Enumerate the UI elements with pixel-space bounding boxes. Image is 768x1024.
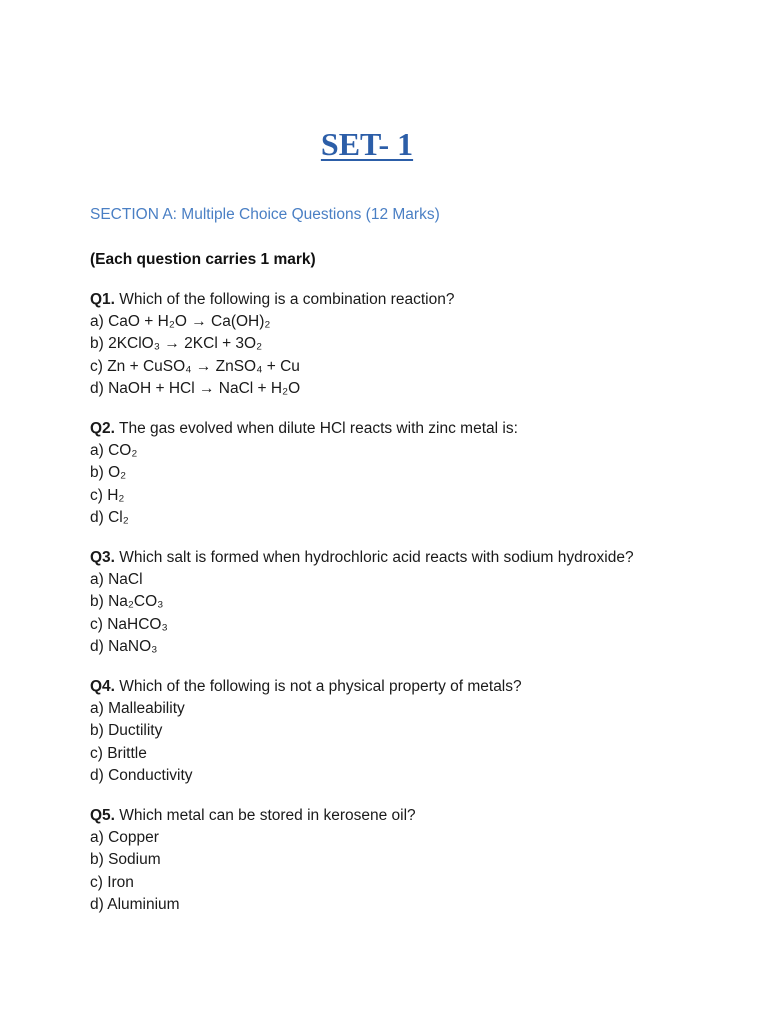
question-text: Which of the following is not a physical property of metals? [114,678,522,696]
question-stem [90,418,730,440]
section-heading: SECTION A: Multiple Choice Questions (12 Marks) [90,206,440,223]
option-d: d) NaOH + HCl → NaCl + H₂O [90,379,301,397]
option-b: b) Na₂CO₃ [90,593,164,611]
option-d: d) Aluminium [90,895,180,913]
marks-instruction: (Each question carries 1 mark) [90,251,316,268]
question-stem [90,547,730,569]
question-stem [90,289,730,311]
option-b: b) Ductility [90,722,163,740]
question-text: Which salt is formed when hydrochloric acid reacts with sodium hydroxide? [114,549,634,567]
question-text: Which of the following is a combination reaction? [114,291,455,308]
option-a: a) NaCl [90,571,143,589]
question-stem [90,805,730,827]
page-title: SET- 1 [320,126,414,162]
question-3 [90,547,730,658]
question-number: Q4. [90,678,115,696]
option-c: c) NaHCO₃ [90,615,168,633]
option-c: c) H₂ [90,486,125,504]
option-d: d) Conductivity [90,766,193,784]
option-b: b) O₂ [90,464,127,482]
option-b: b) 2KClO₃ → 2KCl + 3O₂ [90,335,263,353]
option-c: c) Zn + CuSO₄ → ZnSO₄ + Cu [90,357,300,375]
question-2 [90,418,730,529]
question-text: The gas evolved when dilute HCl reacts with zinc metal is: [114,420,518,438]
option-d: d) NaNO₃ [90,637,158,655]
question-number: Q3. [90,549,115,567]
question-text: Which metal can be stored in kerosene oil? [114,807,416,825]
question-number: Q5. [90,807,115,825]
option-b: b) Sodium [90,851,161,869]
question-stem [90,676,730,698]
option-a: a) CO₂ [90,442,138,460]
option-d: d) Cl₂ [90,508,129,526]
question-number: Q2. [90,420,115,438]
option-a: a) CaO + H₂O → Ca(OH)₂ [90,313,271,331]
option-a: a) Copper [90,829,159,847]
question-number: Q1. [90,291,115,308]
question-5 [90,805,730,916]
option-a: a) Malleability [90,700,185,718]
question-1 [90,289,730,400]
option-c: c) Brittle [90,744,147,762]
question-list [90,289,730,934]
question-4 [90,676,730,787]
option-c: c) Iron [90,873,134,891]
